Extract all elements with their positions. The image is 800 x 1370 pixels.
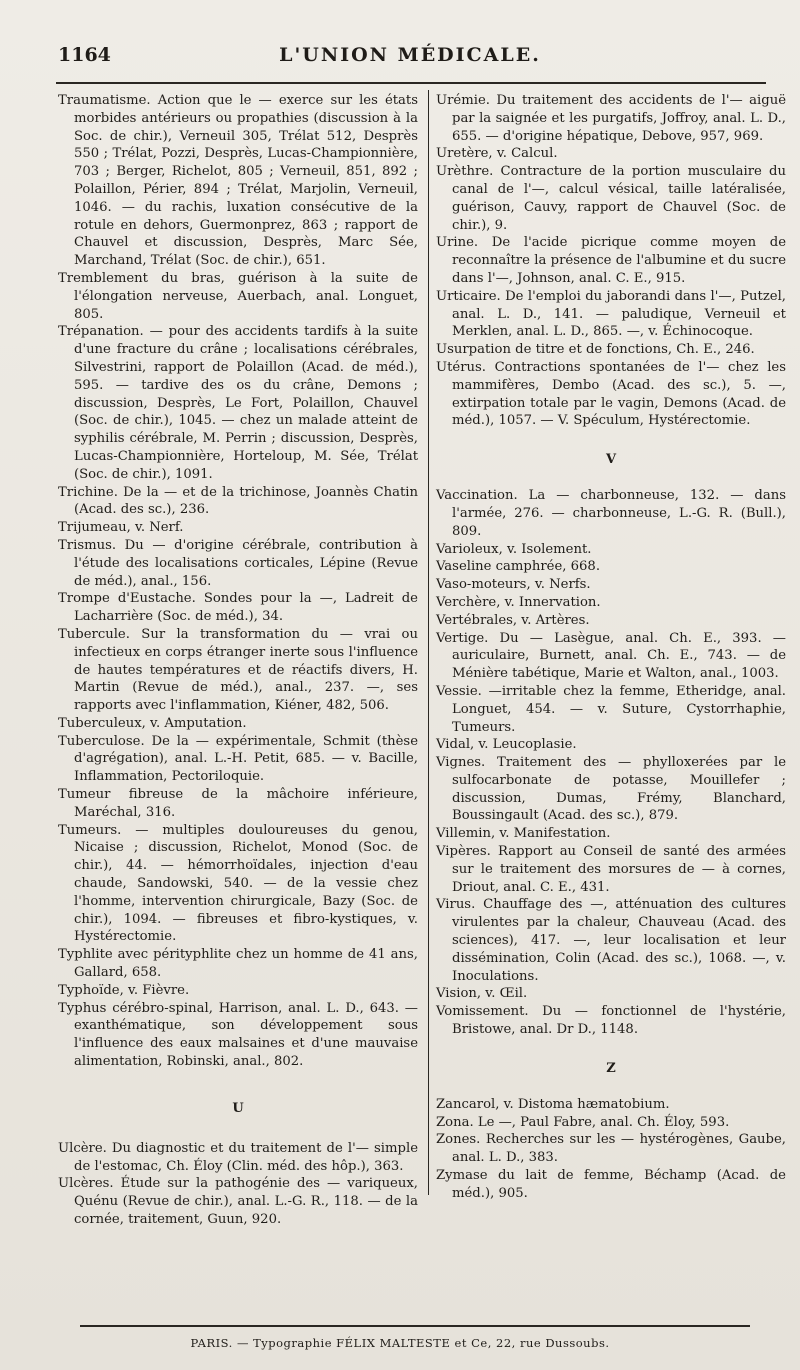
entries-z (436, 1096, 786, 1203)
index-entry: Vaso-moteurs, v. Nerfs. (436, 577, 591, 593)
index-entry: Typhus cérébro-spinal, Harrison, anal. L. D., 643. — exanthématique, son développement sous l'influence des eaux malsaines et d'une mauvaise alimentation, Robinski, anal., 802. (58, 1000, 418, 1070)
index-entry: Vaseline camphrée, 668. (436, 559, 601, 575)
index-entry: Uretère, v. Calcul. (436, 146, 558, 162)
entries-u-continued (436, 92, 786, 430)
index-entry: Vidal, v. Leucoplasie. (436, 737, 577, 753)
index-entry: Tumeurs. — multiples douloureuses du genou, Nicaise ; discussion, Richelot, Monod (Soc. de chir.), 44. — hémorrhoïdales, injection d'eau chaude, Sandowski, 540. — de la vessie chez l'homme, intervention chirurgicale, Bazy (Soc. de chir.), 1094. — fibreuses et fibro-kystiques, v. Hystérectomie. (58, 822, 418, 945)
index-entry: Zymase du lait de femme, Béchamp (Acad. de méd.), 905. (436, 1168, 786, 1201)
index-entry: Varioleux, v. Isolement. (436, 541, 592, 557)
index-entry: Vertébrales, v. Artères. (436, 612, 590, 628)
index-entry: Ulcère. Du diagnostic et du traitement de l'— simple de l'estomac, Ch. Éloy (Clin. méd. des hôp.), 363. (58, 1140, 418, 1174)
index-entry: Tuberculeux, v. Amputation. (58, 715, 247, 731)
index-entry: Typhlite avec pérityphlite chez un homme de 41 ans, Gallard, 658. (58, 947, 418, 981)
footer-rule (80, 1325, 750, 1327)
index-entry: Typhoïde, v. Fièvre. (58, 982, 190, 998)
printer-imprint: PARIS. — Typographie FÉLIX MALTESTE et Ce, 22, rue Dussoubs. (190, 1336, 610, 1350)
index-entry: Vaccination. La — charbonneuse, 132. — dans l'armée, 276. — charbonneuse, L.-G. R. (Bull.), 809. (436, 488, 786, 539)
index-entry: Vertige. Du — Lasègue, anal. Ch. E., 393. — auriculaire, Burnett, anal. Ch. E., 743. — de Ménière tabétique, Marie et Walton, anal., 1003. (436, 630, 786, 682)
index-entry: Vision, v. Œil. (436, 986, 528, 1002)
index-entry: Usurpation de titre et de fonctions, Ch. E., 246. (436, 342, 755, 358)
index-entry: Urticaire. De l'emploi du jaborandi dans l'—, Putzel, anal. L. D., 141. — paludique, Verneuil et Merklen, anal. L. D., 865. —, v. Échinocoque. (436, 288, 786, 340)
index-entry: Trépanation. — pour des accidents tardifs à la suite d'une fracture du crâne ; localisations cérébrales, Silvestrini, rapport de Polaillon (Acad. de méd.), 595. — tardive des os du crâne, Demons ; discussion, Desprès, Le Fort, Polaillon, Chauvel (Soc. de chir.), 1045. — chez un malade atteint de syphilis cérébrale, M. Perrin ; discussion, Desprès, Lucas-Championnière, Horteloup, M. Sée, Trélat (Soc. de chir.), 1091. (58, 324, 418, 482)
page-number: 1164 (58, 44, 111, 66)
index-entry: Vessie. —irritable chez la femme, Etheridge, anal. Longuet, 454. — v. Suture, Cystorrhaphie, Tumeurs. (436, 683, 786, 735)
journal-title: L'UNION MÉDICALE. (279, 44, 541, 66)
index-entry: Zancarol, v. Distoma hæmatobium. (436, 1096, 670, 1112)
index-entry: Tuberculose. De la — expérimentale, Schmit (thèse d'agrégation), anal. L.-H. Petit, 685. — v. Bacille, Inflammation, Pectoriloquie. (58, 733, 418, 785)
index-entry: Vipères. Rapport au Conseil de santé des armées sur le traitement des morsures de — à cornes, Driout, anal. C. E., 431. (436, 844, 786, 895)
index-entry: Trismus. Du — d'origine cérébrale, contribution à l'étude des localisations corticales, Lépine (Revue de méd.), anal., 156. (58, 537, 418, 589)
letter-heading-v: V (605, 452, 617, 468)
header-rule (56, 82, 766, 84)
entries-u (58, 1140, 418, 1229)
index-entry: Urémie. Du traitement des accidents de l'— aiguë par la saignée et les purgatifs, Joffroy, anal. L. D., 655. — d'origine hépatique, Debove, 957, 969. (436, 93, 786, 144)
index-entry: Virus. Chauffage des —, atténuation des cultures virulentes par la chaleur, Chauveau (Acad. des sciences), 417. —, leur localisation et leur dissémination, Colin (Acad. des sc.), 1068. —, v. Inoculations. (436, 897, 786, 984)
index-entry: Trichine. De la — et de la trichinose, Joannès Chatin (Acad. des sc.), 236. (58, 484, 418, 518)
index-entry: Tubercule. Sur la transformation du — vrai ou infectieux en corps étranger inerte sous l'influence de hautes températures et de réactifs divers, H. Martin (Revue de méd.), anal., 237. —, ses rapports avec l'inflammation, Kiéner, 482, 506. (58, 626, 418, 714)
index-entry: Traumatisme. Action que le — exerce sur les états morbides antérieurs ou propathies (discussion à la Soc. de chir.), Verneuil 305, Trélat 512, Desprès 550 ; Trélat, Pozzi, Desprès, Lucas-Championnière, 703 ; Berger, Richelot, 805 ; Verneuil, 851, 892 ; Polaillon, Périer, 894 ; Trélat, Marjolin, Verneuil, 1046. — du rachis, luxation consécutive de la rotule en dehors, Guermonprez, 863 ; rapport de Chauvel et discussion, Desprès, Marc Sée, Marchand, Trélat (Soc. de chir.), 651. (58, 93, 418, 269)
left-column (58, 92, 418, 1229)
index-entry: Vomissement. Du — fonctionnel de l'hystérie, Bristowe, anal. Dr D., 1148. (436, 1004, 786, 1038)
index-entry: Utérus. Contractions spontanées de l'— chez les mammifères, Dembo (Acad. des sc.), 5. —, extirpation totale par le vagin, Demons (Acad. de méd.), 1057. — V. Spéculum, Hystérectomie. (436, 359, 786, 429)
index-entry: Tremblement du bras, guérison à la suite de l'élongation nerveuse, Auerbach, anal. Longuet, 805. (58, 270, 418, 322)
index-entry: Urine. De l'acide picrique comme moyen de reconnaître la présence de l'albumine et du sucre dans l'—, Johnson, anal. C. E., 915. (436, 235, 786, 286)
index-entry: Villemin, v. Manifestation. (436, 826, 611, 842)
index-entry: Trompe d'Eustache. Sondes pour la —, Ladreit de Lacharrière (Soc. de méd.), 34. (58, 591, 418, 625)
index-entry: Vignes. Traitement des — phylloxerées par le sulfocarbonate de potasse, Mouillefer ; discussion, Dumas, Frémy, Blanchard, Boussingault (Acad. des sc.), 879. (436, 755, 786, 824)
letter-heading-z: Z (606, 1060, 616, 1076)
index-entry: Urèthre. Contracture de la portion musculaire du canal de l'—, calcul vésical, taille latéralisée, guérison, Cauvy, rapport de Chauvel (Soc. de chir.), 9. (436, 164, 786, 233)
right-column (436, 92, 786, 1203)
letter-heading-u: U (232, 1100, 244, 1116)
index-entry: Trijumeau, v. Nerf. (58, 520, 184, 536)
entries-v (436, 487, 786, 1039)
page-header (58, 44, 762, 74)
index-entry: Zones. Recherches sur les — hystérogènes, Gaube, anal. L. D., 383. (436, 1132, 786, 1166)
index-entry: Ulcères. Étude sur la pathogénie des — variqueux, Quénu (Revue de chir.), anal. L.-G. R., 118. — de la cornée, traitement, Guun, 920. (58, 1176, 418, 1228)
index-entry: Zona. Le —, Paul Fabre, anal. Ch. Éloy, 593. (436, 1114, 730, 1130)
index-entry: Tumeur fibreuse de la mâchoire inférieure, Maréchal, 316. (58, 787, 418, 820)
column-divider (428, 90, 429, 1195)
index-entry: Verchère, v. Innervation. (436, 594, 601, 610)
entries-t (58, 92, 418, 1071)
